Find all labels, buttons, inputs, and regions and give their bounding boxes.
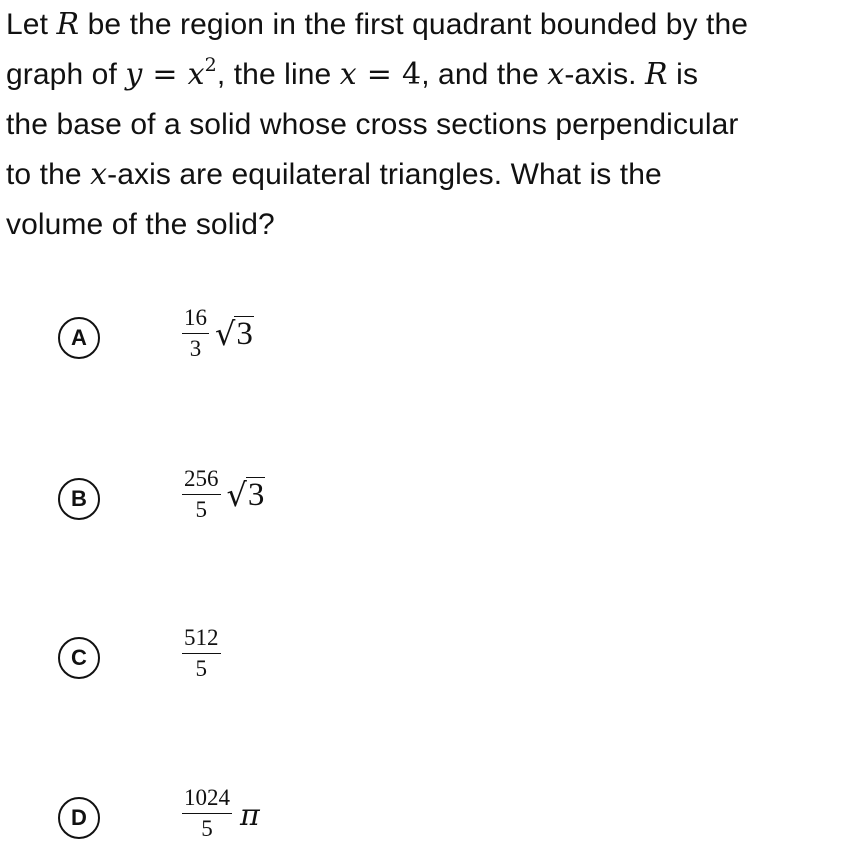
question-line-4 xyxy=(6,150,848,200)
fraction xyxy=(182,305,209,362)
fraction-denominator: 5 xyxy=(195,497,207,522)
radical-sign: √ xyxy=(215,315,236,353)
question-text-segment: to the xyxy=(6,158,91,191)
choice-letter-circle[interactable]: D xyxy=(58,797,100,839)
question-text-segment: , the line xyxy=(216,58,340,91)
choice-expression xyxy=(182,466,265,523)
answer-choice-c[interactable] xyxy=(58,625,838,697)
question-text xyxy=(6,0,848,250)
radicand: 3 xyxy=(247,477,265,513)
fraction xyxy=(182,625,221,682)
question-line-1 xyxy=(6,0,848,50)
math-equals: = xyxy=(152,57,178,92)
square-root xyxy=(215,316,254,351)
math-variable-x: x xyxy=(547,57,565,92)
math-variable-R: R xyxy=(645,57,668,92)
fraction-denominator: 5 xyxy=(195,656,207,681)
question-text-segment: graph of xyxy=(6,58,126,91)
fraction-numerator: 512 xyxy=(182,625,221,654)
math-variable-y: y xyxy=(125,57,143,92)
question-line-5: volume of the solid? xyxy=(6,208,275,241)
question-text-segment: -axis are equilateral triangles. What is the xyxy=(107,158,662,191)
choice-expression xyxy=(182,625,221,682)
choice-letter-circle[interactable]: A xyxy=(58,317,100,359)
radicand: 3 xyxy=(236,316,253,352)
fraction xyxy=(182,785,232,842)
fraction-denominator: 5 xyxy=(201,816,213,841)
fraction-numerator: 16 xyxy=(182,305,209,334)
math-variable-x: x xyxy=(187,57,205,92)
choice-letter-circle[interactable]: B xyxy=(58,478,100,520)
question-text-segment: is xyxy=(667,58,699,91)
choice-expression xyxy=(182,305,254,362)
math-exponent: 2 xyxy=(204,54,217,76)
math-variable-x: x xyxy=(90,157,108,192)
square-root xyxy=(227,477,266,512)
answer-choice-b[interactable] xyxy=(58,466,838,538)
fraction xyxy=(182,466,221,523)
question-text-segment: -axis. xyxy=(564,58,646,91)
answer-choice-a[interactable] xyxy=(58,305,838,377)
answer-choice-d[interactable] xyxy=(58,785,838,857)
choice-expression xyxy=(182,785,260,842)
question-text-segment: , and the xyxy=(421,58,548,91)
question-line-2 xyxy=(6,50,848,100)
question-text-segment: be the region in the first quadrant bounded by the xyxy=(79,8,749,41)
math-number: 4 xyxy=(402,57,422,92)
math-equals: = xyxy=(366,57,392,92)
fraction-numerator: 256 xyxy=(182,466,221,495)
radical-sign: √ xyxy=(226,476,247,514)
math-variable-R: R xyxy=(56,7,80,42)
pi-symbol: π xyxy=(240,798,260,833)
fraction-numerator: 1024 xyxy=(182,785,232,814)
fraction-denominator: 3 xyxy=(189,336,202,361)
math-variable-x: x xyxy=(339,57,357,92)
choice-letter-circle[interactable]: C xyxy=(58,637,100,679)
question-line-3: the base of a solid whose cross sections perpendicular xyxy=(6,108,739,141)
question-text-segment: Let xyxy=(6,8,57,41)
